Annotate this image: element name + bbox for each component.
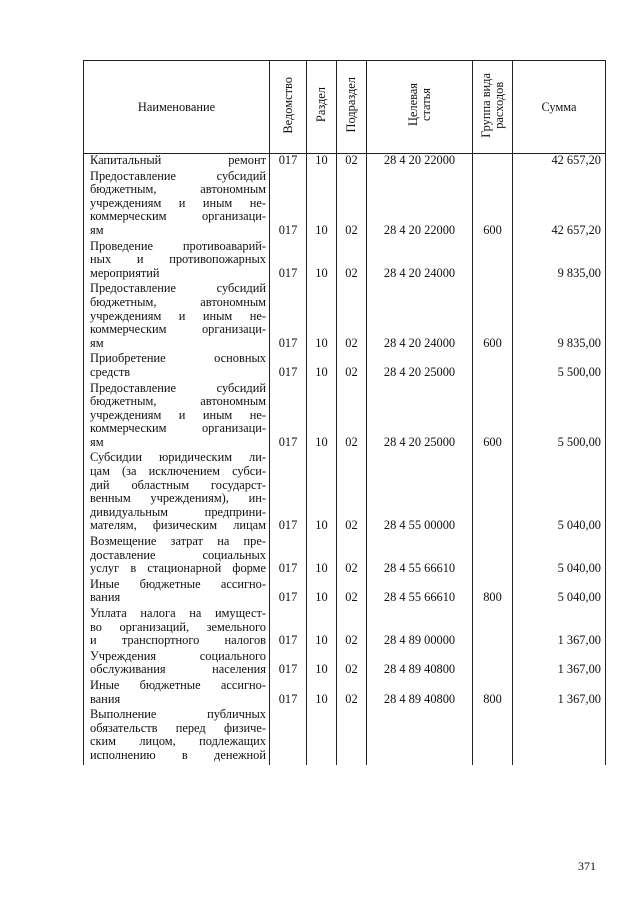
row-podrazdel: 02 [337, 679, 367, 708]
row-summa: 5 040,00 [513, 535, 606, 578]
row-name [84, 382, 270, 452]
table-row [84, 382, 606, 452]
row-celevaya-statya: 28 4 55 66610 [367, 578, 473, 607]
row-celevaya-statya: 28 4 20 24000 [367, 282, 473, 352]
row-summa: 1 367,00 [513, 607, 606, 650]
row-name-line: ским лицом, подлежащих [90, 734, 266, 749]
row-vedomstvo: 017 [270, 679, 307, 708]
row-name [84, 650, 270, 679]
row-name-line: учреждениям и иным не- [90, 308, 266, 323]
table-row [84, 154, 606, 170]
row-razdel: 10 [307, 240, 337, 283]
row-name-line: Иные бюджетные ассигно- [90, 576, 266, 591]
row-summa: 5 040,00 [513, 578, 606, 607]
row-razdel: 10 [307, 170, 337, 240]
row-podrazdel: 02 [337, 240, 367, 283]
row-name-line: Возмещение затрат на пре- [90, 534, 266, 549]
row-celevaya-statya: 28 4 20 24000 [367, 240, 473, 283]
row-gruppa-vida [473, 607, 513, 650]
row-name [84, 154, 270, 170]
row-name-line: коммерческим организаци- [90, 209, 266, 224]
row-gruppa-vida: 800 [473, 578, 513, 607]
row-celevaya-statya: 28 4 20 22000 [367, 170, 473, 240]
table-row [84, 578, 606, 607]
table-body [84, 154, 606, 765]
row-summa: 1 367,00 [513, 679, 606, 708]
row-celevaya-statya: 28 4 89 40800 [367, 650, 473, 679]
row-name-line: исполнению в денежной [90, 747, 266, 762]
row-name-line: Проведение противоаварий- [90, 238, 266, 253]
row-podrazdel: 02 [337, 154, 367, 170]
header-vedomstvo: Ведомство [270, 61, 307, 154]
table-row [84, 708, 606, 764]
row-name [84, 282, 270, 352]
row-celevaya-statya: 28 4 20 22000 [367, 154, 473, 170]
row-vedomstvo: 017 [270, 352, 307, 381]
table-row [84, 170, 606, 240]
row-name-line: цам (за исключением субси- [90, 464, 266, 479]
table-row [84, 679, 606, 708]
row-podrazdel: 02 [337, 170, 367, 240]
row-name [84, 170, 270, 240]
row-summa [513, 708, 606, 764]
row-name-line: Иные бюджетные ассигно- [90, 677, 266, 692]
row-name-line: бюджетным, автономным [90, 394, 266, 409]
row-razdel: 10 [307, 607, 337, 650]
row-razdel [307, 708, 337, 764]
row-name [84, 451, 270, 535]
header-podrazdel: Подраздел [337, 61, 367, 154]
header-name: Наименование [84, 61, 270, 154]
row-podrazdel: 02 [337, 535, 367, 578]
row-name-line: мателям, физическим лицам [90, 518, 266, 533]
row-name-line: мероприятий [90, 265, 160, 280]
row-name-line: Выполнение публичных [90, 707, 266, 722]
row-celevaya-statya: 28 4 20 25000 [367, 382, 473, 452]
row-name [84, 578, 270, 607]
row-razdel: 10 [307, 650, 337, 679]
row-name-line: во организаций, земельного [90, 619, 266, 634]
page-number: 371 [578, 859, 596, 873]
row-name-line: доставление социальных [90, 547, 266, 562]
row-vedomstvo: 017 [270, 240, 307, 283]
row-gruppa-vida [473, 451, 513, 535]
row-razdel: 10 [307, 352, 337, 381]
row-name [84, 240, 270, 283]
row-summa: 1 367,00 [513, 650, 606, 679]
row-celevaya-statya: 28 4 89 40800 [367, 679, 473, 708]
row-name-line: Уплата налога на имущест- [90, 606, 266, 620]
row-vedomstvo: 017 [270, 578, 307, 607]
row-summa: 9 835,00 [513, 282, 606, 352]
row-gruppa-vida: 600 [473, 170, 513, 240]
header-summa: Сумма [513, 61, 606, 154]
row-name-line: ям [90, 222, 104, 237]
row-vedomstvo: 017 [270, 382, 307, 452]
row-razdel: 10 [307, 282, 337, 352]
row-name-line: бюджетным, автономным [90, 294, 266, 309]
row-name-line: средств [90, 364, 131, 379]
row-summa: 42 657,20 [513, 154, 606, 170]
row-gruppa-vida [473, 650, 513, 679]
table-row [84, 282, 606, 352]
row-name-line: Субсидии юридическим ли- [90, 450, 266, 465]
row-name-line: учреждениям и иным не- [90, 195, 266, 210]
row-name-line: дивидуальным предприни- [90, 504, 266, 519]
row-razdel: 10 [307, 451, 337, 535]
table-row [84, 607, 606, 650]
row-razdel: 10 [307, 154, 337, 170]
row-podrazdel: 02 [337, 282, 367, 352]
row-name-line: венным учреждениям), ин- [90, 491, 266, 506]
table-row [84, 240, 606, 283]
row-gruppa-vida [473, 708, 513, 764]
header-celevaya-statya: Целевая статья [367, 61, 473, 154]
row-podrazdel: 02 [337, 382, 367, 452]
row-name-line: ям [90, 335, 104, 350]
row-name-line: коммерческим организаци- [90, 421, 266, 436]
row-vedomstvo: 017 [270, 650, 307, 679]
row-vedomstvo: 017 [270, 451, 307, 535]
row-name-line: Предоставление субсидий [90, 168, 266, 183]
row-vedomstvo: 017 [270, 282, 307, 352]
row-name-line: Капитальный ремонт [90, 153, 266, 167]
row-razdel: 10 [307, 679, 337, 708]
row-name-line: коммерческим организаци- [90, 322, 266, 337]
row-podrazdel: 02 [337, 650, 367, 679]
row-vedomstvo: 017 [270, 607, 307, 650]
row-name-line: ных и противопожарных [90, 252, 266, 267]
header-razdel: Раздел [307, 61, 337, 154]
row-summa: 5 500,00 [513, 382, 606, 452]
table-row [84, 650, 606, 679]
row-podrazdel: 02 [337, 451, 367, 535]
row-summa: 5 040,00 [513, 451, 606, 535]
table-header-row [84, 61, 606, 154]
row-vedomstvo [270, 708, 307, 764]
row-gruppa-vida [473, 352, 513, 381]
row-name-line: обязательств перед физиче- [90, 720, 266, 735]
row-gruppa-vida [473, 154, 513, 170]
row-summa: 5 500,00 [513, 352, 606, 381]
row-name-line: дий областным государст- [90, 477, 266, 492]
row-name-line: Предоставление субсидий [90, 380, 266, 395]
row-summa: 9 835,00 [513, 240, 606, 283]
row-gruppa-vida [473, 535, 513, 578]
row-podrazdel [337, 708, 367, 764]
row-gruppa-vida: 600 [473, 282, 513, 352]
row-name-line: ям [90, 434, 104, 449]
row-razdel: 10 [307, 578, 337, 607]
row-razdel: 10 [307, 535, 337, 578]
row-name-line: вания [90, 590, 121, 605]
row-celevaya-statya: 28 4 89 00000 [367, 607, 473, 650]
row-celevaya-statya: 28 4 20 25000 [367, 352, 473, 381]
row-summa: 42 657,20 [513, 170, 606, 240]
row-name [84, 679, 270, 708]
row-name-line: и транспортного налогов [90, 633, 266, 648]
row-vedomstvo: 017 [270, 535, 307, 578]
row-name-line: услуг в стационарной форме [90, 561, 266, 576]
row-podrazdel: 02 [337, 578, 367, 607]
row-vedomstvo: 017 [270, 170, 307, 240]
row-gruppa-vida: 600 [473, 382, 513, 452]
row-celevaya-statya: 28 4 55 00000 [367, 451, 473, 535]
row-vedomstvo: 017 [270, 154, 307, 170]
row-name-line: Приобретение основных [90, 351, 266, 366]
row-name-line: бюджетным, автономным [90, 182, 266, 197]
row-name-line: обслуживания населения [90, 662, 266, 677]
row-name-line: Учреждения социального [90, 648, 266, 663]
row-podrazdel: 02 [337, 352, 367, 381]
row-name [84, 607, 270, 650]
row-name-line: вания [90, 691, 121, 706]
row-celevaya-statya: 28 4 55 66610 [367, 535, 473, 578]
table-row [84, 451, 606, 535]
row-name [84, 708, 270, 764]
row-gruppa-vida: 800 [473, 679, 513, 708]
row-name-line: Предоставление субсидий [90, 281, 266, 296]
table-row [84, 535, 606, 578]
row-name [84, 352, 270, 381]
row-razdel: 10 [307, 382, 337, 452]
budget-table [83, 60, 606, 765]
table-row [84, 352, 606, 381]
row-gruppa-vida [473, 240, 513, 283]
row-name [84, 535, 270, 578]
row-podrazdel: 02 [337, 607, 367, 650]
header-gruppa-vida-rashodov: Группа вида расходов [473, 61, 513, 154]
row-name-line: учреждениям и иным не- [90, 407, 266, 422]
row-celevaya-statya [367, 708, 473, 764]
